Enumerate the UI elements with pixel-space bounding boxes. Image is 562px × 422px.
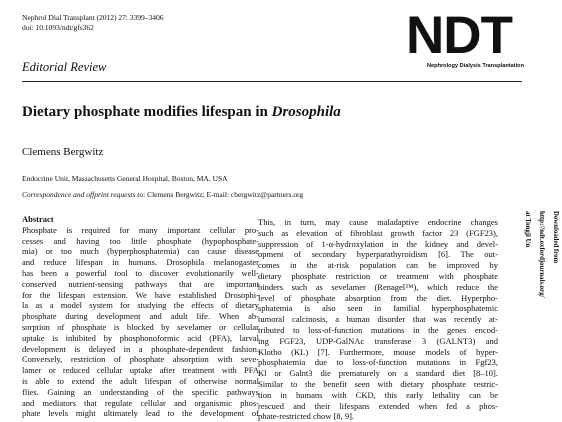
section-label: Editorial Review xyxy=(22,60,107,74)
download-notice-text xyxy=(520,211,562,297)
body-line: opment of secondary hyperparathyroidism [6]. The out- xyxy=(258,249,498,260)
abstract-line: mia) or too much (hyperphosphatemia) can cause disease xyxy=(22,246,259,257)
body-line: level of phosphate absorption from the diet. Hyperpho- xyxy=(258,292,498,303)
logo-letters: NDT xyxy=(406,6,512,65)
body-line: binders such as sevelamer (Renagel™), which reduce the xyxy=(258,281,498,292)
author-name: Clemens Bergwitz xyxy=(22,146,104,158)
abstract-line: Phosphate is required for many important cellular pro- xyxy=(22,224,259,235)
abstract-line: conserved nutrient-sensing pathways that are important xyxy=(22,278,259,289)
abstract-line: development is delayed in a phosphate-dependent fashion. xyxy=(22,343,259,354)
download-prefix: Downloaded from xyxy=(552,211,559,264)
logo-subtitle: Nephrology Dialysis Transplantation xyxy=(427,63,524,69)
body-line: dietary phosphate restriction or treatment with phosphate xyxy=(258,270,498,281)
article-title xyxy=(22,104,341,121)
journal-citation: Nephrol Dial Transplant (2012) 27: 3399–3406 xyxy=(22,13,164,22)
abstract-line: and reduce lifespan in humans. Drosophila melanogaster xyxy=(22,257,259,268)
correspondence xyxy=(22,190,303,199)
download-suffix: at Tongji Un xyxy=(524,211,531,248)
journal-doi: doi: 10.1093/ndt/gfs362 xyxy=(22,23,94,32)
ndt-logo xyxy=(392,6,524,75)
body-line: tion in humans with CKD, this early lethality can be xyxy=(258,389,498,400)
abstract-line: Conversely, restriction of phosphate absorption with seve- xyxy=(22,354,259,365)
journal-citation-block xyxy=(22,13,163,33)
download-notice xyxy=(520,211,559,422)
abstract-line: and mediators that regulate cellular and organismic phos- xyxy=(22,397,259,408)
abstract-body xyxy=(22,225,259,419)
body-line: such as elevation of fibroblast growth factor 23 (FGF23), xyxy=(258,227,498,238)
header-divider xyxy=(22,81,522,82)
affiliation: Endocrine Unit, Massachusetts General Hospital, Boston, MA, USA xyxy=(22,174,228,183)
body-column xyxy=(258,217,498,422)
abstract-line: flies. Gaining an understanding of the specific pathways xyxy=(22,386,259,397)
abstract-line: la as a model system for studying the effects of dietary xyxy=(22,300,259,311)
download-link[interactable]: http://ndt.oxfordjournals.org/ xyxy=(538,211,545,298)
abstract-line: phosphate during development and adult life. When ab- xyxy=(22,311,259,322)
correspondence-text: : Clemens Bergwitz; E-mail: cbergwitz@partners.org xyxy=(143,190,304,199)
abstract-line: cesses and having too little phosphate (hypophosphate- xyxy=(22,235,259,246)
abstract-line: is able to extend the adult lifespan of otherwise normal xyxy=(22,375,259,386)
abstract-line: sorption of phosphate is blocked by sevelamer or cellular xyxy=(22,321,259,332)
body-text xyxy=(258,217,498,422)
abstract-line: phate levels might ultimately lead to the development of xyxy=(22,408,259,419)
body-line: tumoral calcinosis, a human disorder that was recently at- xyxy=(258,314,498,325)
body-line: Klotho (KL) [7]. Furthermore, mouse models of hyper- xyxy=(258,346,498,357)
correspondence-label: Correspondence and offprint requests to xyxy=(22,190,144,199)
abstract-column xyxy=(22,214,259,419)
title-plain: Dietary phosphate modifies lifespan in xyxy=(22,104,272,120)
abstract-heading: Abstract xyxy=(22,214,54,224)
abstract-line: for the lifespan extension. We have established Drosophi- xyxy=(22,289,259,300)
body-line: Similar to the benefit seen with dietary phosphate restric- xyxy=(258,378,498,389)
abstract-line: lamer or reduced cellular uptake after treatment with PFA xyxy=(22,365,259,376)
body-line: tributed to loss-of-function mutations in the genes encod- xyxy=(258,324,498,335)
body-line: This, in turn, may cause maladaptive endocrine changes xyxy=(258,217,498,227)
body-line: Kl or Galnt3 die prematurely on a standard diet [8–10]. xyxy=(258,368,498,379)
body-line: phosphatemia due to loss-of-function mutations in Fgf23, xyxy=(258,357,498,368)
body-line: ing FGF23, UDP-GalNAc transferase 3 (GALNT3) and xyxy=(258,335,498,346)
body-line: comes in the at-risk population can be improved by xyxy=(258,260,498,271)
title-italic: Drosophila xyxy=(271,104,341,120)
abstract-line: uptake is inhibited by phosphonoformic acid (PFA), larval xyxy=(22,332,259,343)
body-line: suppression of 1-α-hydroxylation in the kidney and devel- xyxy=(258,238,498,249)
body-line: rescued and their lifespans extended when fed a phos- xyxy=(258,400,498,411)
body-line: phate-restricted chow [8, 9]. xyxy=(258,411,355,422)
body-line: sphatemia is also seen in familial hyperphosphatemic xyxy=(258,303,498,314)
abstract-line: has been a powerful tool to discover evolutionarily well- xyxy=(22,267,259,278)
